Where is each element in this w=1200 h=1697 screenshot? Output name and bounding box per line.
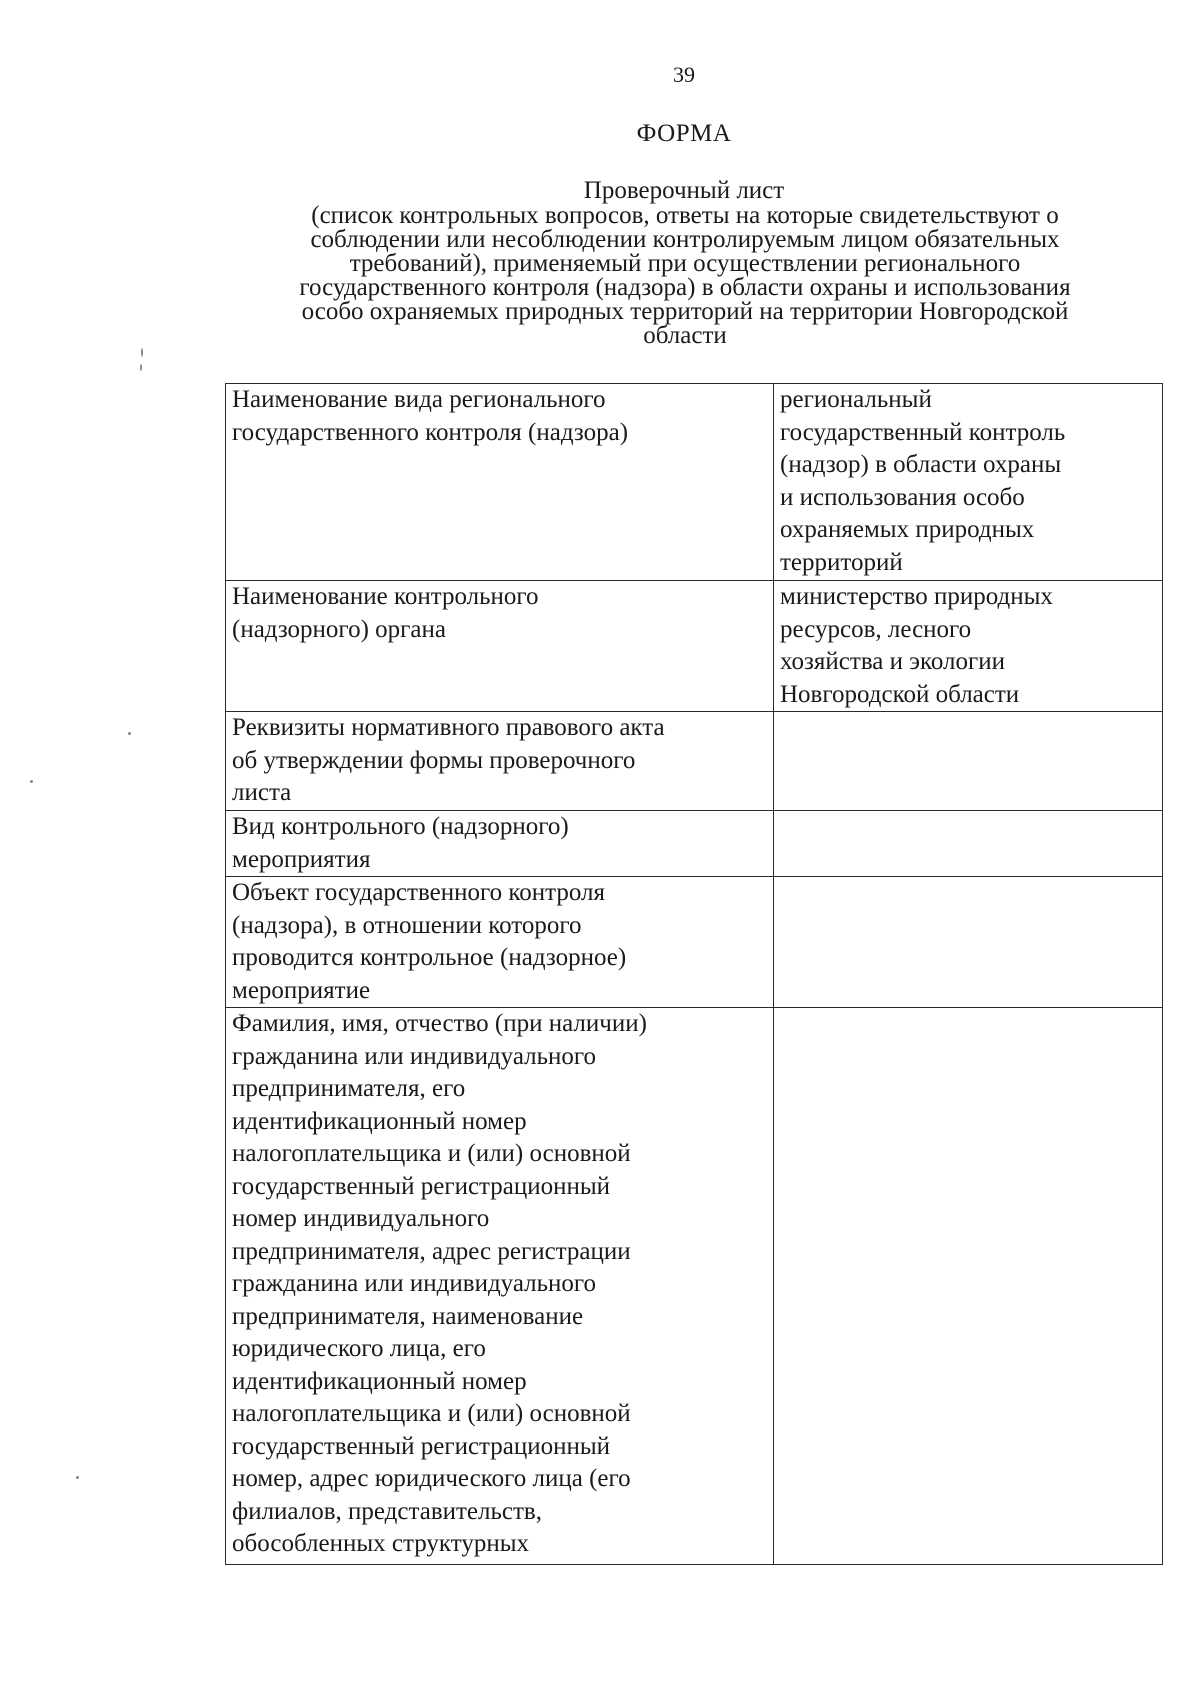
table-row xyxy=(226,877,1163,1008)
scan-speck xyxy=(140,364,142,371)
table-cell-label xyxy=(226,811,774,877)
cell-label-text: Наименование вида регионального государственного контроля (надзора) xyxy=(232,386,629,446)
table-cell-value xyxy=(774,877,1163,1008)
cell-value-text: региональный государственный контроль (надзор) в области охраны и использования особо охраняемых природных территорий xyxy=(780,386,1066,576)
form-label: ФОРМА xyxy=(636,120,732,147)
cell-label-text: Фамилия, имя, отчество (при наличии) гражданина или индивидуального предпринимателя, его идентификационный номер налогоплательщика и (или) основной государственный регистрационный номер индивидуального предпринимателя, адрес регистрации гражданина или индивидуального предпринимателя, наименование юридического лица, его идентификационный номер налогоплательщика и (или) основной государственный регистрационный номер, адрес юридического лица (его филиалов, представительств, обособленных структурных xyxy=(232,1010,647,1557)
subtitle-line: (список контрольных вопросов, ответы на которые свидетельствуют о xyxy=(311,202,1059,229)
scan-speck xyxy=(76,1476,79,1479)
subtitle-line: области xyxy=(643,322,727,349)
cell-label-text: Наименование контрольного (надзорного) органа xyxy=(232,583,539,643)
table-row xyxy=(226,384,1163,581)
subtitle-line: требований), применяемый при осуществлении регионального xyxy=(349,250,1021,277)
scan-speck xyxy=(30,780,33,783)
table-row xyxy=(226,712,1163,811)
table-cell-value xyxy=(774,1008,1163,1565)
table-cell-value xyxy=(774,811,1163,877)
table-row xyxy=(226,811,1163,877)
table-row xyxy=(226,1008,1163,1565)
table-cell-label xyxy=(226,712,774,811)
subtitle-line: государственного контроля (надзора) в области охраны и использования xyxy=(299,274,1071,301)
table-cell-label xyxy=(226,384,774,581)
table-cell-label xyxy=(226,877,774,1008)
cell-label-text: Вид контрольного (надзорного) мероприятия xyxy=(232,813,569,873)
table-cell-value xyxy=(774,712,1163,811)
document-title: Проверочный лист xyxy=(583,177,785,204)
table-cell-label xyxy=(226,1008,774,1565)
subtitle-line: особо охраняемых природных территорий на территории Новгородской xyxy=(301,298,1069,325)
checklist-table xyxy=(225,383,1163,1565)
scan-speck xyxy=(128,732,131,735)
cell-label-text: Объект государственного контроля (надзора), в отношении которого проводится контрольное (надзорное) мероприятие xyxy=(232,879,627,1004)
page-number: 39 xyxy=(673,62,695,87)
cell-value-text: министерство природных ресурсов, лесного хозяйства и экологии Новгородской области xyxy=(780,583,1053,708)
document-subtitle xyxy=(220,204,1150,348)
table-row xyxy=(226,581,1163,712)
table-cell-value xyxy=(774,581,1163,712)
subtitle-line: соблюдении или несоблюдении контролируемым лицом обязательных xyxy=(310,226,1060,253)
table-cell-value xyxy=(774,384,1163,581)
cell-label-text: Реквизиты нормативного правового акта об утверждении формы проверочного листа xyxy=(232,714,665,806)
table-cell-label xyxy=(226,581,774,712)
scan-speck xyxy=(141,348,143,357)
